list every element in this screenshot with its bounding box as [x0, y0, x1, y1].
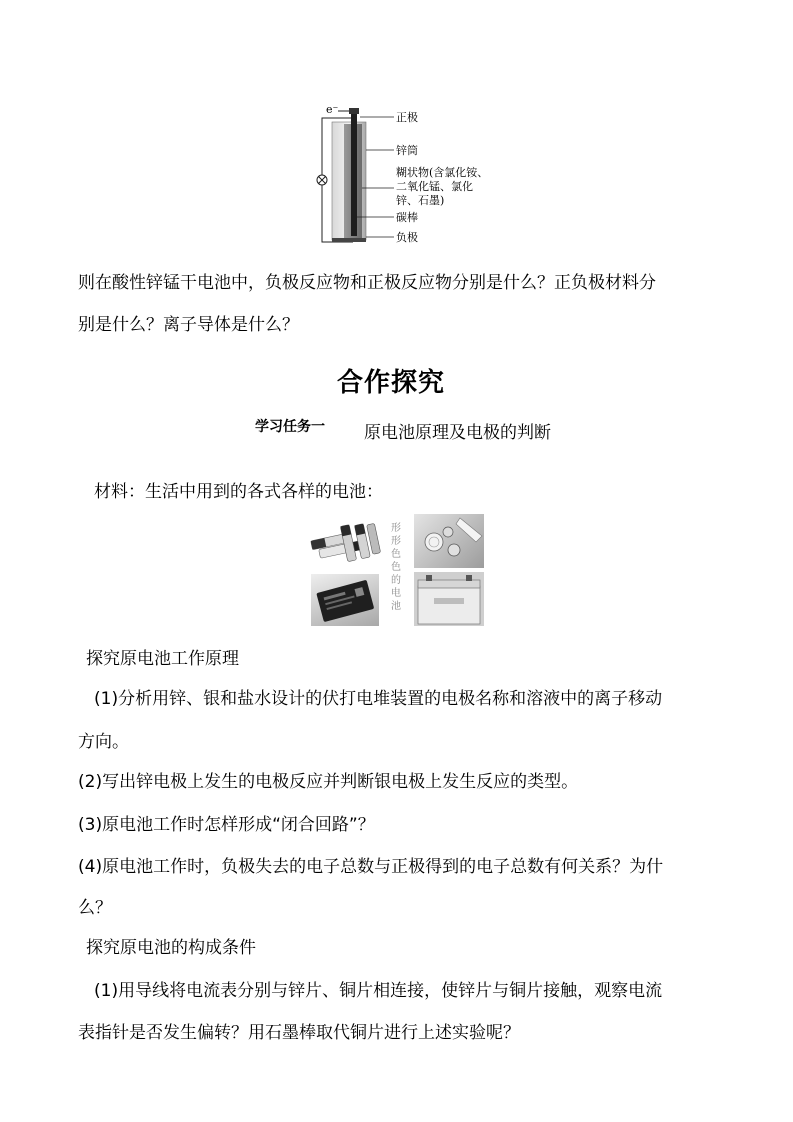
dry-cell-diagram: [310, 100, 489, 250]
explore1-q1-line2: 方向。: [78, 732, 129, 752]
section-title: 合作探究: [337, 368, 446, 398]
label-carbon-rod: 碳棒: [396, 211, 418, 224]
task-title: 原电池原理及电极的判断: [364, 423, 551, 443]
battery-photos: [307, 512, 485, 628]
explore2-q1-line2: 表指针是否发生偏转？用石墨棒取代铜片进行上述实验呢？: [78, 1023, 520, 1043]
cylindrical-batteries-photo: [307, 512, 381, 566]
explore2-q1-line1: (1)用导线将电流表分别与锌片、铜片相连接，使锌片与铜片接触，观察电流: [94, 981, 663, 1001]
explore1-q3: (3)原电池工作时怎样形成“闭合回路”？: [78, 815, 375, 835]
explore1-q4-line1: (4)原电池工作时，负极失去的电子总数与正极得到的电子总数有何关系？为什: [78, 857, 664, 877]
coin-cells-photo: [414, 514, 484, 568]
label-paste-line3: 锌、石墨): [396, 194, 445, 207]
caption-char: 的: [391, 575, 401, 586]
phone-battery-photo: [311, 574, 379, 626]
electron-label: e⁻: [326, 103, 339, 116]
task-label: 学习任务一: [255, 419, 325, 435]
caption-char: 色: [391, 562, 401, 573]
intro-line-1: 则在酸性锌锰干电池中，负极反应物和正极反应物分别是什么？正负极材料分: [78, 273, 656, 293]
caption-char: 池: [391, 601, 401, 612]
explore1-q1-line1: (1)分析用锌、银和盐水设计的伏打电堆装置的电极名称和溶液中的离子移动: [94, 689, 663, 709]
caption-char: 色: [391, 549, 401, 560]
explore1-q2: (2)写出锌电极上发生的电极反应并判断银电极上发生反应的类型。: [78, 772, 579, 792]
label-zinc-can: 锌筒: [396, 144, 418, 157]
explore1-heading: 探究原电池工作原理: [86, 649, 239, 669]
photo-caption: [389, 522, 403, 613]
intro-line-2: 别是什么？离子导体是什么？: [78, 315, 299, 335]
explore2-heading: 探究原电池的构成条件: [86, 938, 256, 958]
caption-char: 形: [391, 523, 401, 534]
label-paste-line2: 二氧化锰、氯化: [396, 180, 473, 193]
lead-acid-battery-photo: [414, 572, 484, 626]
label-negative-electrode: 负极: [396, 231, 418, 244]
material-text: 材料：生活中用到的各式各样的电池：: [94, 482, 383, 502]
caption-char: 电: [391, 588, 401, 599]
label-paste-line1: 糊状物(含氯化铵、: [396, 166, 489, 179]
caption-char: 形: [391, 536, 401, 547]
explore1-q4-line2: 么？: [78, 898, 112, 918]
label-positive-electrode: 正极: [396, 111, 418, 124]
